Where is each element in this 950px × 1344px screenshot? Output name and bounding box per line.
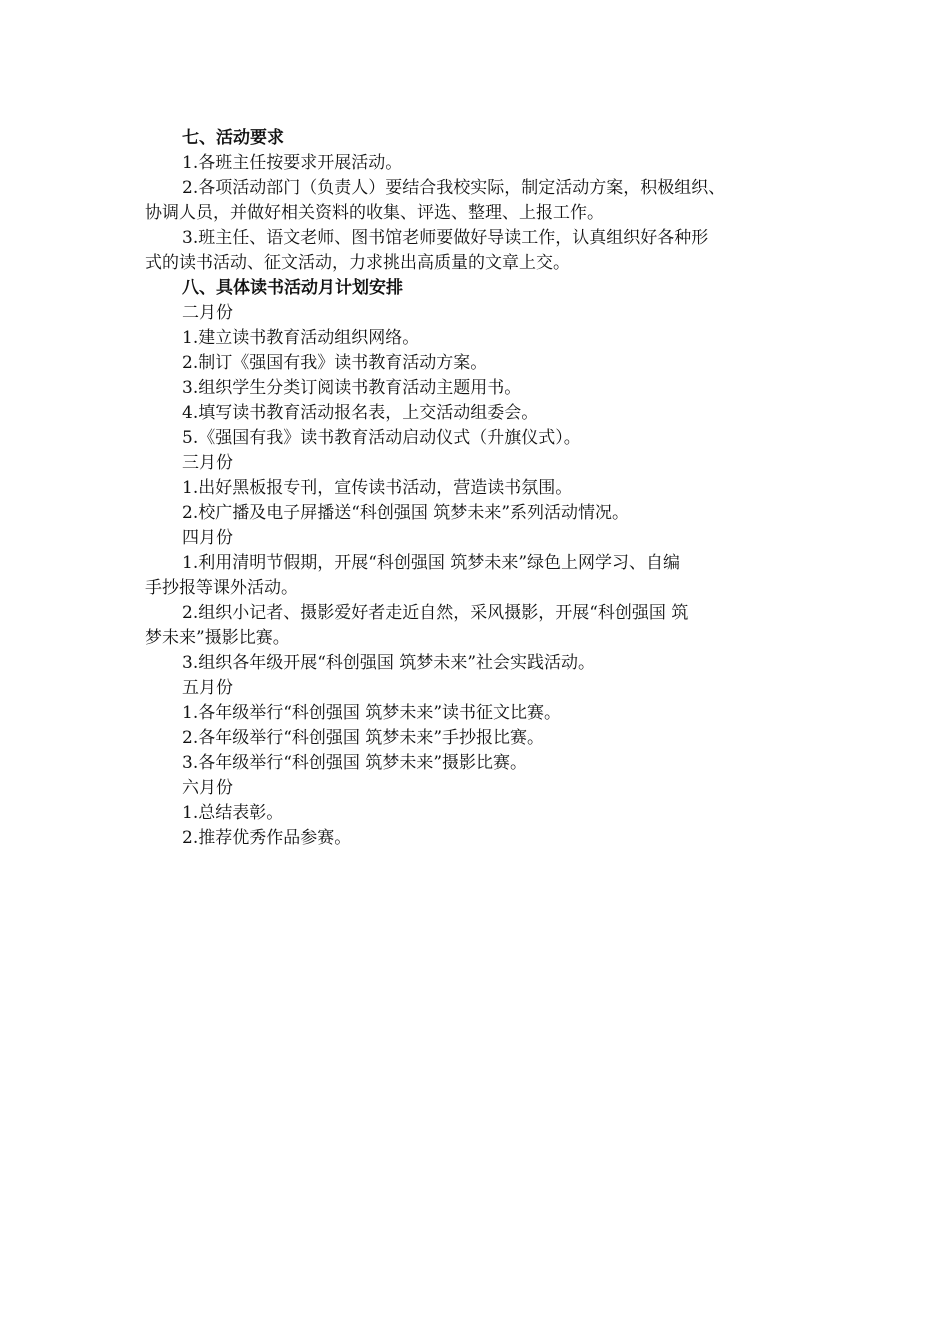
june-item-2: 2.推荐优秀作品参赛。 xyxy=(182,828,352,848)
requirement-item-1: 1.各班主任按要求开展活动。 xyxy=(182,153,403,173)
requirement-item-2-line-2: 协调人员，并做好相关资料的收集、评选、整理、上报工作。 xyxy=(145,203,604,223)
february-item-5: 5.《强国有我》读书教育活动启动仪式（升旗仪式）。 xyxy=(182,428,581,448)
february-item-4: 4.填写读书教育活动报名表，上交活动组委会。 xyxy=(182,403,539,423)
may-item-2: 2.各年级举行“科创强国 筑梦未来”手抄报比赛。 xyxy=(182,728,545,748)
april-item-1-line-2: 手抄报等课外活动。 xyxy=(145,578,298,598)
february-item-2: 2.制订《强国有我》读书教育活动方案。 xyxy=(182,353,488,373)
june-item-1: 1.总结表彰。 xyxy=(182,803,284,823)
may-item-3: 3.各年级举行“科创强国 筑梦未来”摄影比赛。 xyxy=(182,753,528,773)
month-label-may: 五月份 xyxy=(182,678,233,698)
requirement-item-2-line-1: 2.各项活动部门（负责人）要结合我校实际，制定活动方案，积极组织、 xyxy=(182,178,726,198)
february-item-3: 3.组织学生分类订阅读书教育活动主题用书。 xyxy=(182,378,522,398)
month-label-june: 六月份 xyxy=(182,778,233,798)
february-item-1: 1.建立读书教育活动组织网络。 xyxy=(182,328,420,348)
section-heading-monthly-plan: 八、具体读书活动月计划安排 xyxy=(182,278,403,298)
requirement-item-3-line-1: 3.班主任、语文老师、图书馆老师要做好导读工作，认真组织好各种形 xyxy=(182,228,709,248)
document-body xyxy=(145,126,805,851)
april-item-2-line-1: 2.组织小记者、摄影爱好者走近自然，采风摄影，开展“科创强国 筑 xyxy=(182,603,689,623)
requirement-item-3-line-2: 式的读书活动、征文活动，力求挑出高质量的文章上交。 xyxy=(145,253,570,273)
may-item-1: 1.各年级举行“科创强国 筑梦未来”读书征文比赛。 xyxy=(182,703,562,723)
month-label-march: 三月份 xyxy=(182,453,233,473)
march-item-1: 1.出好黑板报专刊，宣传读书活动，营造读书氛围。 xyxy=(182,478,573,498)
april-item-1-line-1: 1.利用清明节假期，开展“科创强国 筑梦未来”绿色上网学习、自编 xyxy=(182,553,681,573)
month-label-april: 四月份 xyxy=(182,528,233,548)
month-label-february: 二月份 xyxy=(182,303,233,323)
april-item-2-line-2: 梦未来”摄影比赛。 xyxy=(145,628,290,648)
april-item-3: 3.组织各年级开展“科创强国 筑梦未来”社会实践活动。 xyxy=(182,653,596,673)
section-heading-activity-requirements: 七、活动要求 xyxy=(182,128,284,148)
march-item-2: 2.校广播及电子屏播送“科创强国 筑梦未来”系列活动情况。 xyxy=(182,503,630,523)
